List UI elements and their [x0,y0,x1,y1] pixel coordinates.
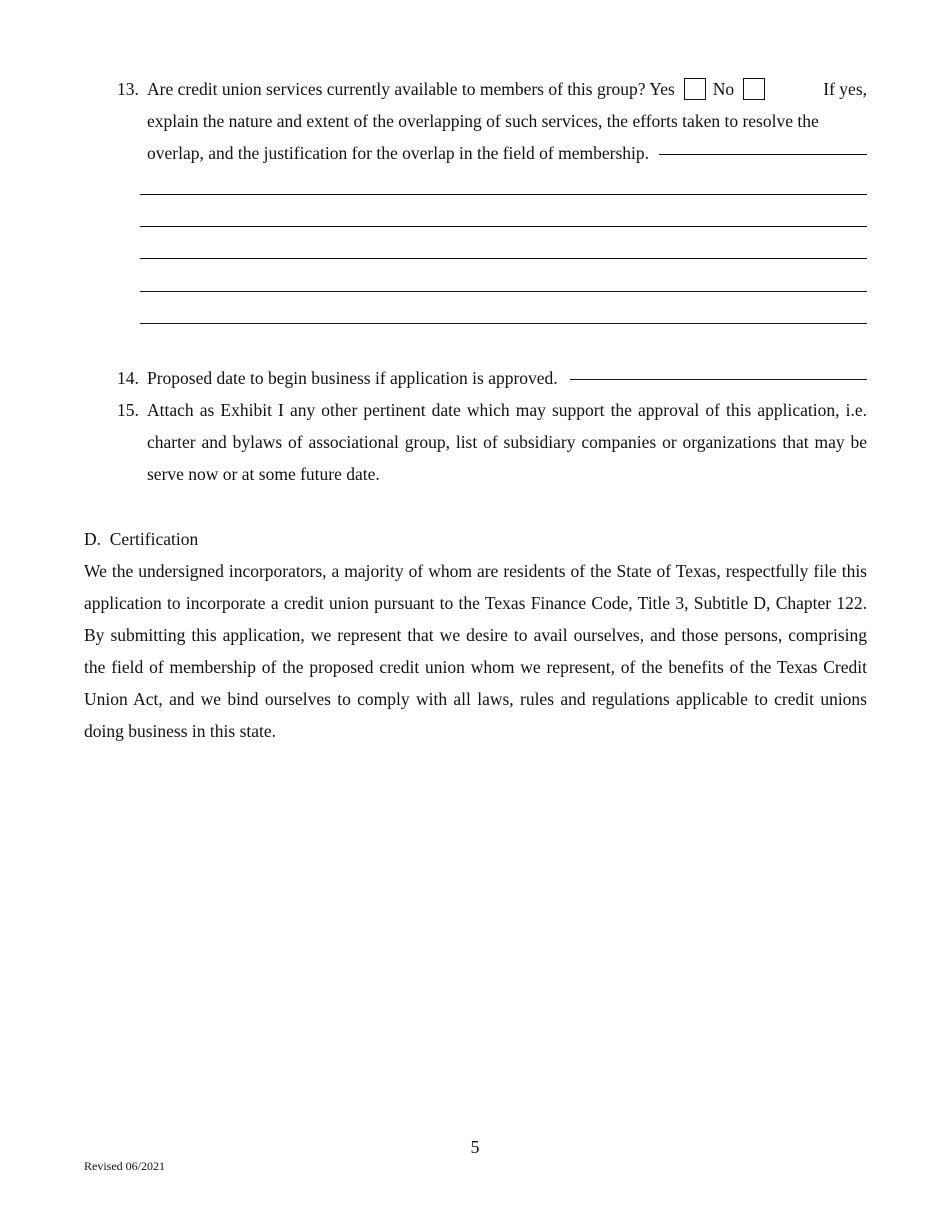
question-number: 15. [117,400,139,420]
explanation-answer-line[interactable] [140,194,867,195]
explanation-field-line[interactable] [659,153,867,155]
page-number: 5 [470,1137,480,1157]
no-checkbox[interactable] [743,78,765,100]
question-13-text-line3: overlap, and the justification for the overlap in the field of membership. [147,143,649,163]
revision-date: Revised 06/2021 [84,1159,165,1173]
question-13 [117,73,867,169]
question-14 [117,362,867,394]
yes-checkbox[interactable] [684,78,706,100]
proposed-date-field[interactable] [570,378,867,380]
question-15-text: Attach as Exhibit I any other pertinent date which may support the approval of this application, i.e. charter and bylaws of associational group, list of subsidiary companies or organizations that may be serve now or at some future date. [147,400,867,484]
question-number: 14. [117,368,139,388]
question-14-text: Proposed date to begin business if application is approved. [147,368,558,388]
question-13-text-line1: Are credit union services currently available to members of this group? Yes [147,79,675,99]
no-label: No [712,79,735,99]
question-number: 13. [117,79,139,99]
certification-paragraph: We the undersigned incorporators, a majority of whom are residents of the State of Texas, respectfully file this application to incorporate a credit union pursuant to the Texas Finance Code, Title 3, Subtitle D, Chapter 122. By submitting this application, we represent that we desire to avail ourselves, and those persons, comprising the field of membership of the proposed credit union whom we represent, of the benefits of the Texas Credit Union Act, and we bind ourselves to comply with all laws, rules and regulations applicable to credit unions doing business in this state. [84,561,867,741]
question-15 [117,394,867,490]
explanation-answer-line[interactable] [140,291,867,292]
section-heading: D. Certification [84,529,199,549]
explanation-answer-line[interactable] [140,258,867,259]
question-13-text-line2: explain the nature and extent of the overlapping of such services, the efforts taken to resolve the [147,111,819,131]
explanation-answer-line[interactable] [140,323,867,324]
if-yes-label: If yes, [823,79,867,99]
explanation-answer-line[interactable] [140,226,867,227]
